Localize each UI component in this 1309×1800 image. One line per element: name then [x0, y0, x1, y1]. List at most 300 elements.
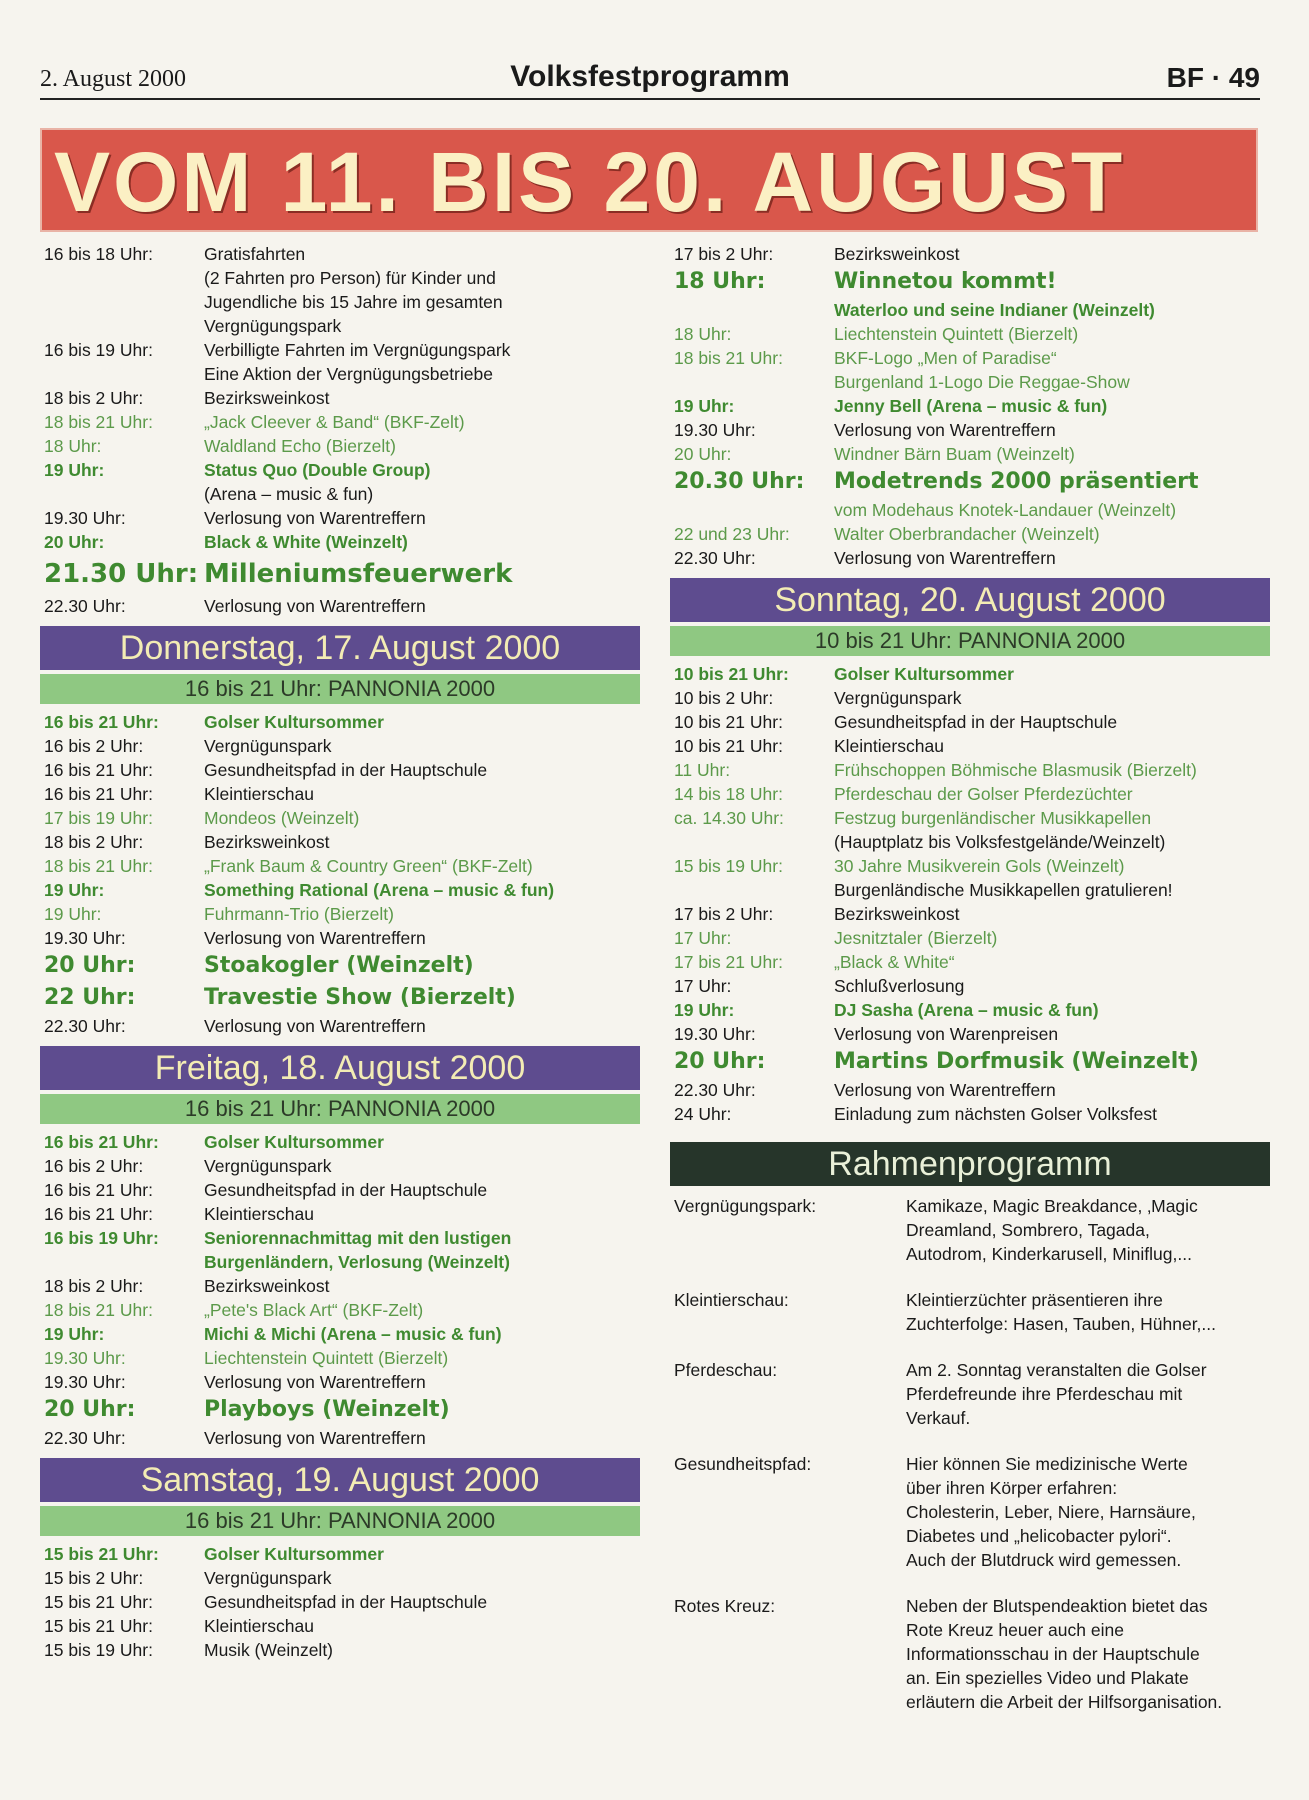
banner-text: VOM 11. BIS 20. AUGUST [54, 135, 1126, 229]
schedule-description [834, 758, 1270, 782]
page-date: 2. August 2000 [40, 66, 187, 92]
schedule-row [670, 242, 1270, 266]
schedule-description [204, 758, 640, 782]
rahmen-line: Diabetes und „helicobacter pylori“. [906, 1526, 1172, 1546]
description-line: Liechtenstein Quintett (Bierzelt) [834, 324, 1079, 344]
rahmen-item [670, 1288, 1270, 1336]
description-line: Einladung zum nächsten Golser Volksfest [834, 1104, 1157, 1124]
pannonia-bar-thursday: 16 bis 21 Uhr: PANNONIA 2000 [40, 674, 640, 704]
schedule-description [834, 242, 1270, 266]
pannonia-bar-friday: 16 bis 21 Uhr: PANNONIA 2000 [40, 1094, 640, 1124]
schedule-time: 22 und 23 Uhr: [674, 524, 790, 544]
schedule-row [670, 974, 1270, 998]
schedule-time: 18 bis 21 Uhr: [674, 348, 783, 368]
schedule-time: 16 bis 21 Uhr: [44, 784, 153, 804]
friday-schedule [40, 1130, 640, 1450]
rahmen-line: Verkauf. [906, 1408, 971, 1428]
schedule-description [834, 902, 1270, 926]
schedule-row [40, 434, 640, 458]
schedule-description [204, 506, 640, 530]
schedule-time: 22 Uhr: [44, 985, 136, 1010]
schedule-row [40, 854, 640, 878]
description-line: Playboys (Weinzelt) [204, 1397, 450, 1422]
schedule-row [670, 346, 1270, 394]
schedule-row [670, 418, 1270, 442]
schedule-description [204, 1202, 640, 1226]
description-line: Kleintierschau [834, 736, 944, 756]
schedule-description [204, 1274, 640, 1298]
schedule-row [670, 902, 1270, 926]
schedule-description [204, 482, 640, 506]
schedule-time: 20 Uhr: [674, 444, 732, 464]
schedule-row [40, 950, 640, 982]
schedule-row [670, 710, 1270, 734]
schedule-time: 18 bis 2 Uhr: [44, 388, 144, 408]
schedule-row [670, 1078, 1270, 1102]
schedule-row [670, 758, 1270, 782]
schedule-description [204, 1226, 640, 1274]
description-line: Gesundheitspfad in der Hauptschule [204, 1592, 488, 1612]
day-header-saturday: Samstag, 19. August 2000 [40, 1458, 640, 1502]
schedule-row [670, 546, 1270, 570]
schedule-description [834, 418, 1270, 442]
description-line: Verlosung von Warentreffern [204, 1372, 426, 1392]
thursday-schedule [40, 710, 640, 1038]
rahmen-item-title: Gesundheitspfad: [674, 1454, 812, 1474]
schedule-row [40, 338, 640, 386]
pannonia-bar-saturday: 16 bis 21 Uhr: PANNONIA 2000 [40, 1506, 640, 1536]
description-line: Frühschoppen Böhmische Blasmusik (Bierzelt) [834, 760, 1197, 780]
description-line: Kleintierschau [204, 1616, 314, 1636]
description-line: Fuhrmann-Trio (Bierzelt) [204, 904, 394, 924]
rahmen-line: Dreamland, Sombrero, Tagada, [906, 1220, 1150, 1240]
description-line: Burgenländern, Verlosung (Weinzelt) [204, 1252, 510, 1272]
schedule-description [834, 830, 1270, 854]
schedule-time: 20 Uhr: [44, 532, 105, 552]
description-line: Bezirksweinkost [834, 244, 960, 264]
schedule-description [204, 458, 640, 482]
schedule-description [834, 322, 1270, 346]
schedule-time: 19.30 Uhr: [674, 420, 756, 440]
description-line: Milleniumsfeuerwerk [204, 559, 513, 589]
schedule-time: 16 bis 19 Uhr: [44, 340, 153, 360]
schedule-time: 17 bis 21 Uhr: [674, 952, 783, 972]
schedule-description [204, 1542, 640, 1566]
description-line: Kleintierschau [204, 1204, 314, 1224]
schedule-row [40, 806, 640, 830]
schedule-description [834, 854, 1270, 878]
rahmen-item [670, 1452, 1270, 1572]
schedule-time: 20 Uhr: [674, 1049, 766, 1074]
schedule-time: 16 bis 21 Uhr: [44, 1132, 159, 1152]
schedule-time: 10 bis 2 Uhr: [674, 688, 774, 708]
schedule-time: 20 Uhr: [44, 1397, 136, 1422]
description-line: „Pete's Black Art“ (BKF-Zelt) [204, 1300, 424, 1320]
schedule-description [834, 662, 1270, 686]
schedule-description [834, 782, 1270, 806]
description-line: Black & White (Weinzelt) [204, 532, 408, 552]
schedule-row [40, 1014, 640, 1038]
schedule-description [834, 1022, 1270, 1046]
schedule-row [40, 594, 640, 618]
schedule-description [204, 926, 640, 950]
schedule-description [204, 710, 640, 734]
schedule-row [40, 902, 640, 926]
schedule-description [834, 522, 1270, 546]
description-line: Verlosung von Warentreffern [204, 508, 426, 528]
schedule-description [834, 266, 1270, 298]
schedule-description [204, 242, 640, 338]
schedule-row [670, 1046, 1270, 1078]
description-line: „Black & White“ [834, 952, 955, 972]
description-line: Kleintierschau [204, 784, 314, 804]
schedule-time: 15 bis 2 Uhr: [44, 1568, 144, 1588]
schedule-row [40, 710, 640, 734]
schedule-time: 15 bis 19 Uhr: [674, 856, 783, 876]
schedule-description [204, 1614, 640, 1638]
schedule-row [40, 1274, 640, 1298]
schedule-description [204, 1566, 640, 1590]
schedule-row [40, 1426, 640, 1450]
rahmen-item-title: Kleintierschau: [674, 1290, 789, 1310]
schedule-time: 17 bis 2 Uhr: [674, 904, 774, 924]
schedule-description [204, 1590, 640, 1614]
schedule-description [204, 950, 640, 982]
description-line: Gesundheitspfad in der Hauptschule [204, 1180, 488, 1200]
schedule-time: 19.30 Uhr: [44, 928, 126, 948]
description-line: Verlosung von Warentreffern [834, 1080, 1056, 1100]
schedule-row [40, 1542, 640, 1566]
schedule-row [670, 522, 1270, 546]
schedule-time: 22.30 Uhr: [44, 1428, 126, 1448]
description-line: Michi & Michi (Arena – music & fun) [204, 1324, 502, 1344]
page-header [40, 60, 1260, 100]
description-line: Mondeos (Weinzelt) [204, 808, 360, 828]
schedule-row [40, 458, 640, 482]
description-line: Gesundheitspfad in der Hauptschule [834, 712, 1118, 732]
rahmen-item-text [906, 1288, 1270, 1336]
description-line: 30 Jahre Musikverein Gols (Weinzelt) [834, 856, 1125, 876]
description-line: Jesnitztaler (Bierzelt) [834, 928, 998, 948]
description-line: „Jack Cleever & Band“ (BKF-Zelt) [204, 412, 465, 432]
schedule-time: 18 bis 2 Uhr: [44, 832, 144, 852]
rahmen-item-text [906, 1358, 1270, 1430]
description-line: Burgenland 1-Logo Die Reggae-Show [834, 372, 1130, 392]
schedule-description [204, 1638, 640, 1662]
schedule-row [670, 266, 1270, 298]
schedule-row [670, 662, 1270, 686]
schedule-time: 24 Uhr: [674, 1104, 732, 1124]
schedule-description [834, 1102, 1270, 1126]
description-line: Jugendliche bis 15 Jahre im gesamten [204, 292, 503, 312]
right-column [670, 242, 1270, 1736]
schedule-row [40, 410, 640, 434]
schedule-row [40, 1226, 640, 1274]
schedule-description [204, 1154, 640, 1178]
description-line: Status Quo (Double Group) [204, 460, 431, 480]
schedule-description [204, 554, 640, 594]
schedule-description [204, 902, 640, 926]
description-line: Jenny Bell (Arena – music & fun) [834, 396, 1108, 416]
description-line: Something Rational (Arena – music & fun) [204, 880, 555, 900]
schedule-time: 16 bis 19 Uhr: [44, 1228, 159, 1248]
schedule-description [834, 1046, 1270, 1078]
schedule-time: ca. 14.30 Uhr: [674, 808, 784, 828]
saturday-schedule [40, 1542, 640, 1662]
schedule-time: 19 Uhr: [44, 460, 105, 480]
schedule-row [40, 982, 640, 1014]
rahmen-line: Hier können Sie medizinische Werte [906, 1454, 1188, 1474]
schedule-row [670, 782, 1270, 806]
day-header-thursday: Donnerstag, 17. August 2000 [40, 626, 640, 670]
rahmenprogramm-header: Rahmenprogramm [670, 1142, 1270, 1186]
schedule-description [204, 782, 640, 806]
schedule-time: 16 bis 18 Uhr: [44, 244, 153, 264]
schedule-time: 17 Uhr: [674, 976, 732, 996]
schedule-row [40, 1154, 640, 1178]
schedule-row [40, 1346, 640, 1370]
description-line: vom Modehaus Knotek-Landauer (Weinzelt) [834, 500, 1177, 520]
description-line: Vergnügunspark [204, 736, 332, 756]
schedule-time: 16 bis 2 Uhr: [44, 1156, 144, 1176]
description-line: Pferdeschau der Golser Pferdezüchter [834, 784, 1133, 804]
schedule-row [670, 950, 1270, 974]
schedule-row [670, 394, 1270, 418]
schedule-time: 19.30 Uhr: [44, 508, 126, 528]
schedule-row [40, 1566, 640, 1590]
schedule-description [834, 806, 1270, 830]
description-line: Verlosung von Warentreffern [204, 1016, 426, 1036]
rahmen-item-text [906, 1452, 1270, 1572]
schedule-row [670, 298, 1270, 322]
rahmen-item-text [906, 1594, 1270, 1714]
rahmen-item-text [906, 1194, 1270, 1266]
schedule-description [204, 1426, 640, 1450]
schedule-time: 19 Uhr: [674, 396, 735, 416]
description-line: Verlosung von Warentreffern [834, 548, 1056, 568]
schedule-time: 15 bis 21 Uhr: [44, 1616, 153, 1636]
day-header-sunday: Sonntag, 20. August 2000 [670, 578, 1270, 622]
description-line: Bezirksweinkost [204, 1276, 330, 1296]
schedule-row [40, 1638, 640, 1662]
schedule-time: 16 bis 21 Uhr: [44, 712, 159, 732]
rahmen-line: Rote Kreuz heuer auch eine [906, 1620, 1124, 1640]
schedule-description [204, 1178, 640, 1202]
schedule-description [834, 974, 1270, 998]
schedule-time: 18 Uhr: [674, 269, 766, 294]
schedule-description [204, 434, 640, 458]
description-line: Seniorennachmittag mit den lustigen [204, 1228, 512, 1248]
day-header-friday: Freitag, 18. August 2000 [40, 1046, 640, 1090]
schedule-time: 10 bis 21 Uhr: [674, 736, 783, 756]
schedule-description [204, 386, 640, 410]
schedule-row [670, 466, 1270, 498]
rahmen-line: Auch der Blutdruck wird gemessen. [906, 1550, 1182, 1570]
rahmen-item-title: Pferdeschau: [674, 1360, 778, 1380]
opening-schedule [40, 242, 640, 618]
schedule-time: 17 Uhr: [674, 928, 732, 948]
description-line: Liechtenstein Quintett (Bierzelt) [204, 1348, 449, 1368]
schedule-description [834, 686, 1270, 710]
description-line: Winnetou kommt! [834, 269, 1057, 294]
description-line: Windner Bärn Buam (Weinzelt) [834, 444, 1075, 464]
schedule-time: 19.30 Uhr: [44, 1372, 126, 1392]
rahmenprogramm-list [670, 1194, 1270, 1714]
rahmen-item-title: Vergnügungspark: [674, 1196, 817, 1216]
description-line: Vergnügunspark [204, 1568, 332, 1588]
schedule-row [670, 830, 1270, 854]
schedule-row [670, 854, 1270, 878]
schedule-time: 16 bis 21 Uhr: [44, 760, 153, 780]
schedule-row [40, 506, 640, 530]
schedule-row [670, 442, 1270, 466]
schedule-row [670, 1022, 1270, 1046]
schedule-time: 20 Uhr: [44, 953, 136, 978]
schedule-row [40, 554, 640, 594]
rahmen-line: über ihren Körper erfahren: [906, 1478, 1118, 1498]
page-number: BF · 49 [1166, 62, 1260, 93]
schedule-time: 17 bis 2 Uhr: [674, 244, 774, 264]
page-title: Volksfestprogramm [510, 60, 790, 93]
description-line: Gesundheitspfad in der Hauptschule [204, 760, 488, 780]
schedule-row [40, 926, 640, 950]
schedule-description [834, 710, 1270, 734]
schedule-row [40, 1322, 640, 1346]
description-line: Verbilligte Fahrten im Vergnügungspark [204, 340, 511, 360]
description-line: Verlosung von Warentreffern [834, 420, 1056, 440]
schedule-description [204, 830, 640, 854]
schedule-description [204, 982, 640, 1014]
rahmen-line: Autodrom, Kinderkarusell, Miniflug,... [906, 1244, 1192, 1264]
schedule-time: 15 bis 21 Uhr: [44, 1544, 159, 1564]
description-line: Golser Kultursommer [204, 1132, 384, 1152]
schedule-row [40, 734, 640, 758]
rahmen-line: Cholesterin, Leber, Niere, Harnsäure, [906, 1502, 1196, 1522]
schedule-row [40, 1178, 640, 1202]
schedule-description [204, 1394, 640, 1426]
description-line: (2 Fahrten pro Person) für Kinder und [204, 268, 496, 288]
schedule-time: 19.30 Uhr: [44, 1348, 126, 1368]
rahmen-line: Zuchterfolge: Hasen, Tauben, Hühner,... [906, 1314, 1217, 1334]
schedule-time: 14 bis 18 Uhr: [674, 784, 783, 804]
description-line: Vergnügunspark [834, 688, 962, 708]
rahmen-item [670, 1194, 1270, 1266]
schedule-description [204, 530, 640, 554]
schedule-time: 18 bis 2 Uhr: [44, 1276, 144, 1296]
schedule-row [40, 1614, 640, 1638]
schedule-time: 18 Uhr: [674, 324, 732, 344]
schedule-time: 16 bis 21 Uhr: [44, 1180, 153, 1200]
schedule-description [204, 1322, 640, 1346]
description-line: BKF-Logo „Men of Paradise“ [834, 348, 1057, 368]
schedule-row [40, 1130, 640, 1154]
schedule-row [670, 878, 1270, 902]
schedule-row [40, 482, 640, 506]
schedule-time: 22.30 Uhr: [674, 548, 756, 568]
description-line: Golser Kultursommer [834, 664, 1014, 684]
schedule-description [204, 594, 640, 618]
rahmen-item [670, 1594, 1270, 1714]
description-line: Verlosung von Warentreffern [204, 1428, 426, 1448]
description-line: Bezirksweinkost [204, 388, 330, 408]
schedule-description [204, 410, 640, 434]
schedule-description [204, 734, 640, 758]
description-line: Golser Kultursommer [204, 1544, 384, 1564]
description-line: Stoakogler (Weinzelt) [204, 953, 474, 978]
schedule-row [40, 758, 640, 782]
schedule-row [40, 1202, 640, 1226]
rahmen-line: Neben der Blutspendeaktion bietet das [906, 1596, 1208, 1616]
schedule-time: 18 bis 21 Uhr: [44, 856, 153, 876]
schedule-time: 19 Uhr: [44, 880, 105, 900]
description-line: Vergnügungspark [204, 316, 342, 336]
description-line: Bezirksweinkost [834, 904, 960, 924]
schedule-time: 16 bis 21 Uhr: [44, 1204, 153, 1224]
schedule-row [670, 498, 1270, 522]
schedule-description [204, 854, 640, 878]
description-line: Walter Oberbrandacher (Weinzelt) [834, 524, 1100, 544]
description-line: Gratisfahrten [204, 244, 306, 264]
schedule-description [834, 546, 1270, 570]
schedule-time: 11 Uhr: [674, 760, 731, 780]
sunday-schedule [670, 662, 1270, 1126]
schedule-description [204, 1346, 640, 1370]
description-line: Verlosung von Warentreffern [204, 596, 426, 616]
schedule-description [834, 926, 1270, 950]
description-line: (Hauptplatz bis Volksfestgelände/Weinzelt) [834, 832, 1166, 852]
schedule-description [834, 298, 1270, 322]
schedule-row [40, 830, 640, 854]
schedule-row [40, 1370, 640, 1394]
schedule-time: 17 bis 19 Uhr: [44, 808, 153, 828]
schedule-description [204, 1298, 640, 1322]
schedule-description [204, 1014, 640, 1038]
schedule-row [40, 530, 640, 554]
description-line: Verlosung von Warentreffern [204, 928, 426, 948]
schedule-description [834, 1078, 1270, 1102]
schedule-row [670, 1102, 1270, 1126]
schedule-time: 22.30 Uhr: [44, 1016, 126, 1036]
rahmen-line: Kamikaze, Magic Breakdance, ‚Magic [906, 1196, 1198, 1216]
schedule-row [40, 1394, 640, 1426]
description-line: Travestie Show (Bierzelt) [204, 985, 516, 1010]
schedule-row [670, 998, 1270, 1022]
description-line: Burgenländische Musikkapellen gratulieren! [834, 880, 1173, 900]
description-line: Musik (Weinzelt) [204, 1640, 334, 1660]
schedule-row [40, 1590, 640, 1614]
schedule-description [834, 442, 1270, 466]
schedule-row [670, 806, 1270, 830]
rahmen-line: erläutern die Arbeit der Hilfsorganisation. [906, 1692, 1223, 1712]
description-line: Eine Aktion der Vergnügungsbetriebe [204, 364, 493, 384]
rahmen-item [670, 1358, 1270, 1430]
schedule-time: 19 Uhr: [674, 1000, 735, 1020]
rahmen-line: Pferdefreunde ihre Pferdeschau mit [906, 1384, 1183, 1404]
description-line: Schlußverlosung [834, 976, 965, 996]
description-line: Festzug burgenländischer Musikkapellen [834, 808, 1152, 828]
schedule-time: 21.30 Uhr: [44, 559, 199, 589]
schedule-time: 19.30 Uhr: [674, 1024, 756, 1044]
schedule-time: 10 bis 21 Uhr: [674, 712, 783, 732]
schedule-description [204, 1130, 640, 1154]
schedule-time: 16 bis 2 Uhr: [44, 736, 144, 756]
schedule-row [670, 322, 1270, 346]
description-line: Bezirksweinkost [204, 832, 330, 852]
schedule-description [834, 950, 1270, 974]
description-line: DJ Sasha (Arena – music & fun) [834, 1000, 1099, 1020]
left-column [40, 242, 640, 1662]
saturday-evening-schedule [670, 242, 1270, 570]
